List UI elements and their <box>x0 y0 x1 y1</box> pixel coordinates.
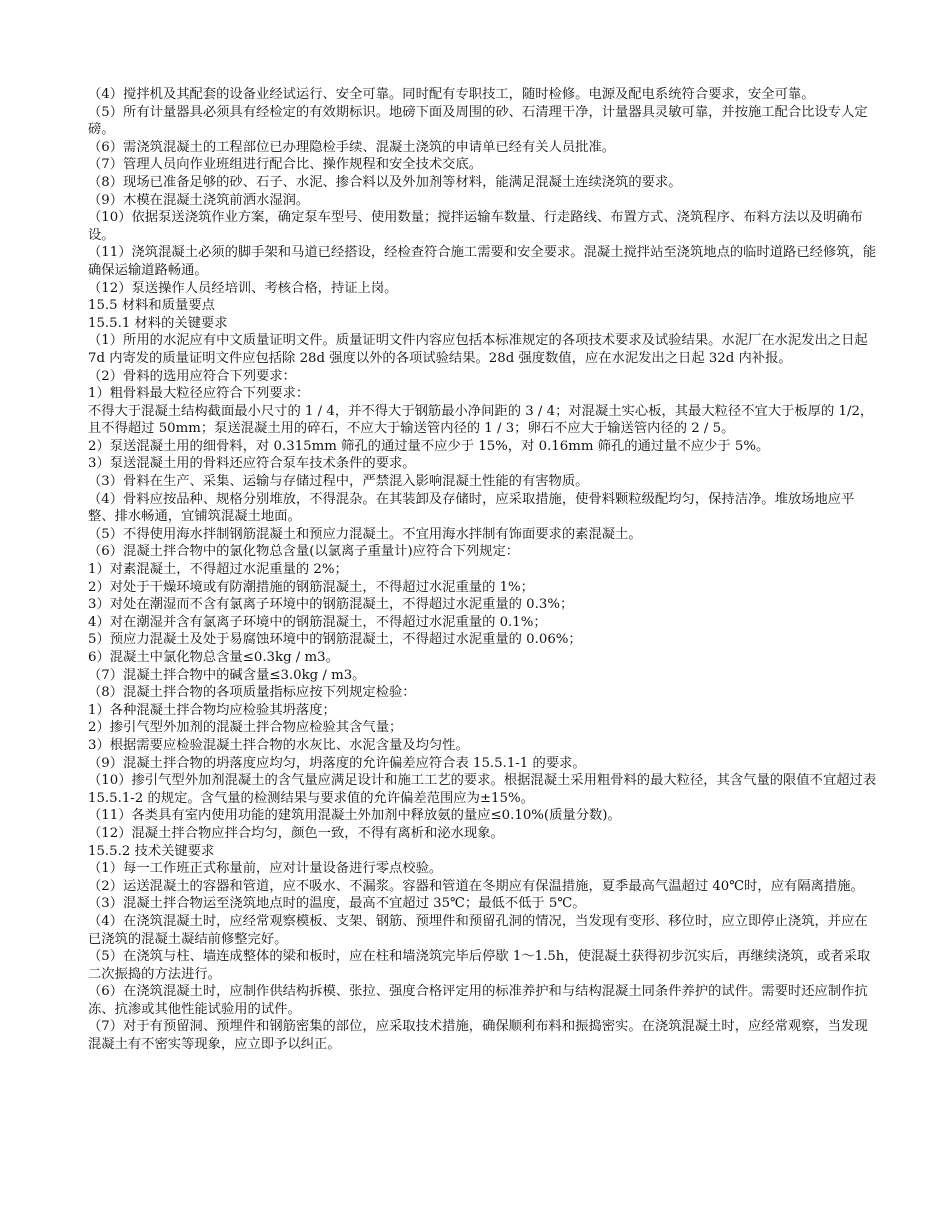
text-paragraph: （11）各类具有室内使用功能的建筑用混凝土外加剂中释放氨的量应≤0.10%(质量分数)。 <box>88 808 621 824</box>
text-paragraph: （4）搅拌机及其配套的设备业经试运行、安全可靠。同时配有专职技工，随时检修。电源及配电系统符合要求，安全可靠。 <box>88 87 815 102</box>
text-paragraph: （8）混凝土拌合物的各项质量指标应按下列规定检验： <box>88 685 416 701</box>
text-paragraph: 15.5.1 材料的关键要求 <box>88 315 228 331</box>
text-paragraph: （2）运送混凝土的容器和管道，应不吸水、不漏浆。容器和管道在冬期应有保温措施，夏季最高气温超过 40℃时，应有隔离措施。 <box>88 878 864 894</box>
text-paragraph: （9）木模在混凝土浇筑前洒水湿润。 <box>88 192 310 208</box>
text-paragraph: 6）混凝土中氯化物总含量≤0.3kg / m3。 <box>88 650 339 665</box>
text-paragraph: （5）所有计量器具必须具有经检定的有效期标识。地磅下面及周围的砂、石清理干净，计量器具灵敏可靠，并按施工配合比设专人定磅。 <box>88 104 868 138</box>
text-paragraph: 2）掺引气型外加剂的混凝土拌合物应检验其含气量； <box>88 720 403 736</box>
text-paragraph: （6）在浇筑混凝土时，应制作供结构拆模、张拉、强度合格评定用的标准养护和与结构混凝土同条件养护的试件。需要时还应制作抗冻、抗渗或其他性能试验用的试件。 <box>88 984 868 1017</box>
text-paragraph: （2）骨料的选用应符合下列要求： <box>88 368 296 384</box>
text-paragraph: 1）粗骨料最大粒径应符合下列要求： <box>88 386 310 402</box>
text-paragraph: 不得大于混凝土结构截面最小尺寸的 1 / 4，并不得大于钢筋最小净间距的 3 / 4；对混凝土实心板，其最大粒径不宜大于板厚的 1/2，且不得超过 50mm；泵送混凝土用的碎石，不应大于输送管内径的 1 / 3；卵石不应大于输送管内径的 2 / 5。 <box>88 403 874 437</box>
text-paragraph: 4）对在潮湿并含有氯离子环境中的钢筋混凝土，不得超过水泥重量的 0.1%； <box>88 614 547 630</box>
text-paragraph: 3）根据需要应检验混凝土拌合物的水灰比、水泥含量及均匀性。 <box>88 737 469 753</box>
text-paragraph: （5）不得使用海水拌制钢筋混凝土和预应力混凝土。不宜用海水拌制有饰面要求的素混凝土。 <box>88 526 642 542</box>
text-paragraph: （7）混凝土拌合物中的碱含量≤3.0kg / m3。 <box>88 667 366 683</box>
text-paragraph: （1）每一工作班正式称量前，应对计量设备进行零点校验。 <box>88 861 443 877</box>
text-paragraph: （8）现场已准备足够的砂、石子、水泥、掺合料以及外加剂等材料，能满足混凝土连续浇筑的要求。 <box>88 174 682 190</box>
text-paragraph: （5）在浇筑与柱、墙连成整体的梁和板时，应在柱和墙浇筑完毕后停歇 1～1.5h，使混凝土获得初步沉实后，再继续浇筑，或者采取二次振捣的方法进行。 <box>88 949 871 982</box>
text-paragraph: 1）对素混凝土，不得超过水泥重量的 2%； <box>88 562 348 578</box>
text-paragraph: （11）浇筑混凝土必须的脚手架和马道已经搭设，经检查符合施工需要和安全要求。混凝土搅拌站至浇筑地点的临时道路已经修筑，能确保运输道路畅通。 <box>88 245 877 278</box>
text-paragraph: 2）对处于干燥环境或有防潮措施的钢筋混凝土，不得超过水泥重量的 1%； <box>88 579 534 595</box>
text-paragraph: （12）泵送操作人员经培训、考核合格，持证上岗。 <box>88 280 398 296</box>
text-paragraph: （3）混凝土拌合物运至浇筑地点时的温度，最高不宜超过 35℃；最低不低于 5℃。 <box>88 896 586 912</box>
text-paragraph: （3）骨料在生产、采集、运输与存储过程中，严禁混入影响混凝土性能的有害物质。 <box>88 474 589 490</box>
text-paragraph: 3）泵送混凝土用的骨料还应符合泵车技术条件的要求。 <box>88 456 416 472</box>
text-paragraph: （1）所用的水泥应有中文质量证明文件。质量证明文件内容应包括本标准规定的各项技术要求及试验结果。水泥厂在水泥发出之日起 7d 内寄发的质量证明文件应包括除 28d 强度以外的各项试验结果。28d 强度数值，应在水泥发出之日起 32d 内补报。 <box>88 333 868 366</box>
text-paragraph: （6）需浇筑混凝土的工程部位已办理隐检手续、混凝土浇筑的申请单已经有关人员批准。 <box>88 139 616 155</box>
text-paragraph: （4）在浇筑混凝土时，应经常观察模板、支架、钢筋、预埋件和预留孔洞的情况，当发现有变形、移位时，应立即停止浇筑，并应在已浇筑的混凝土凝结前修整完好。 <box>88 913 868 947</box>
text-paragraph: （10）掺引气型外加剂混凝土的含气量应满足设计和施工工艺的要求。根据混凝土采用粗骨料的最大粒径，其含气量的限值不宜超过表 15.5.1-2 的规定。含气量的检测结果与要求值的允许偏差范围应为±15%。 <box>88 773 877 806</box>
text-paragraph: （10）依据泵送浇筑作业方案，确定泵车型号、使用数量；搅拌运输车数量、行走路线、布置方式、浇筑程序、布料方法以及明确布设。 <box>88 210 863 243</box>
text-paragraph: （12）混凝土拌合物应拌合均匀，颜色一致，不得有离析和泌水现象。 <box>88 825 504 841</box>
text-paragraph: （7）管理人员向作业班组进行配合比、操作规程和安全技术交底。 <box>88 157 483 173</box>
text-paragraph: 2）泵送混凝土用的细骨料，对 0.315mm 筛孔的通过量不应少于 15%，对 0.16mm 筛孔的通过量不应少于 5%。 <box>88 438 770 454</box>
text-paragraph: （9）混凝土拌合物的坍落度应均匀，坍落度的允许偏差应符合表 15.5.1-1 的要求。 <box>88 755 586 771</box>
text-paragraph: 15.5.2 技术关键要求 <box>88 843 215 859</box>
text-paragraph: （6）混凝土拌合物中的氯化物总含量(以氯离子重量计)应符合下列规定： <box>88 544 520 560</box>
text-paragraph: 1）各种混凝土拌合物均应检验其坍落度； <box>88 702 336 718</box>
text-paragraph: 15.5 材料和质量要点 <box>88 298 215 314</box>
text-paragraph: （7）对于有预留洞、预埋件和钢筋密集的部位，应采取技术措施，确保顺利布料和振捣密实。在浇筑混凝土时，应经常观察，当发现混凝土有不密实等现象，应立即予以纠正。 <box>88 1019 868 1053</box>
text-paragraph: （4）骨料应按品种、规格分别堆放，不得混杂。在其装卸及存储时，应采取措施，使骨料颗粒级配均匀，保持洁净。堆放场地应平整、排水畅通，宜铺筑混凝土地面。 <box>88 491 855 525</box>
text-paragraph: 5）预应力混凝土及处于易腐蚀环境中的钢筋混凝土，不得超过水泥重量的 0.06%； <box>88 632 582 648</box>
text-paragraph: 3）对处在潮湿而不含有氯离子环境中的钢筋混凝土，不得超过水泥重量的 0.3%； <box>88 597 574 613</box>
document-page <box>88 86 878 1054</box>
